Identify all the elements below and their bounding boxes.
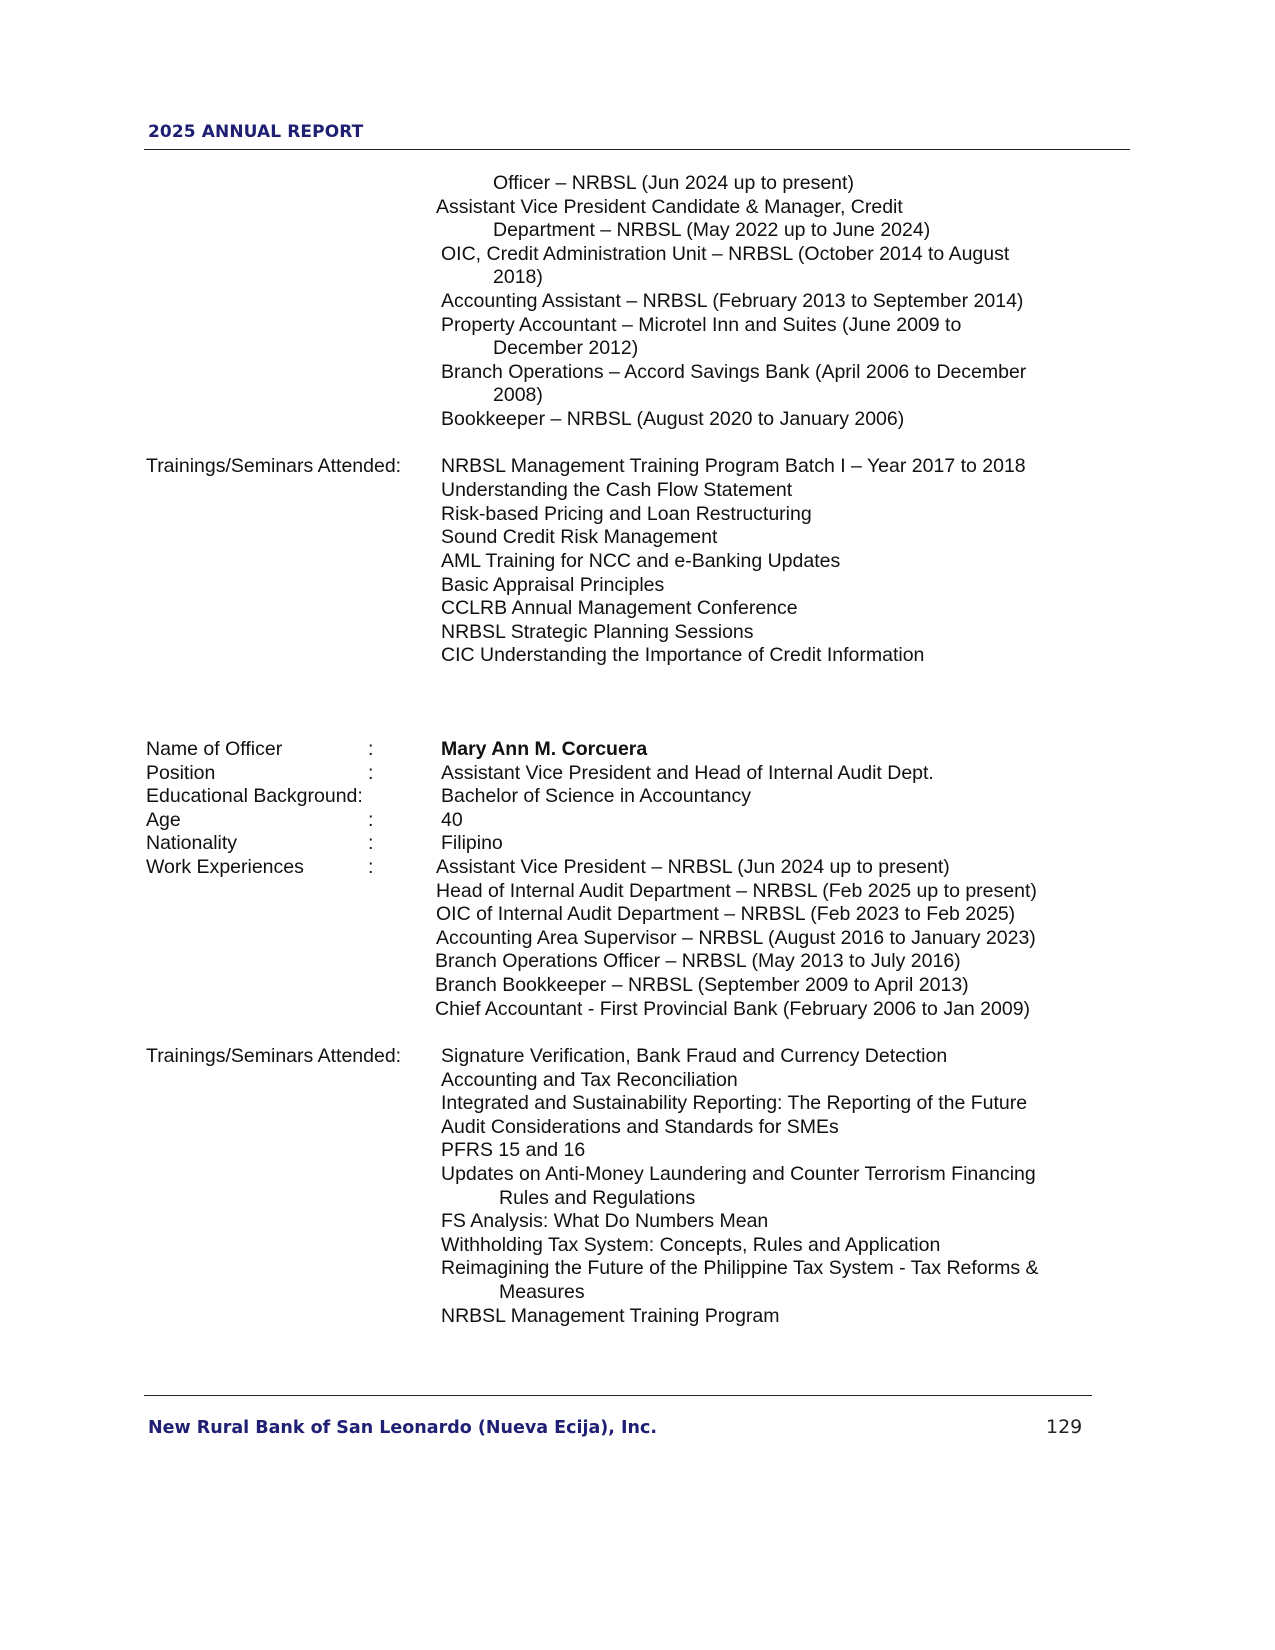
training-item: FS Analysis: What Do Numbers Mean (441, 1210, 769, 1232)
footer-bank-name: New Rural Bank of San Leonardo (Nueva Ecija), Inc. (148, 1418, 657, 1438)
officer-nationality: Filipino (441, 832, 503, 854)
header-rule (144, 149, 1130, 150)
work-line: OIC of Internal Audit Department – NRBSL (Feb 2023 to Feb 2025) (436, 903, 1016, 925)
training-item: Measures (499, 1281, 585, 1303)
work-line: Branch Operations – Accord Savings Bank (April 2006 to December (441, 361, 1027, 383)
training-item: Understanding the Cash Flow Statement (441, 479, 793, 501)
training-item: Basic Appraisal Principles (441, 574, 665, 596)
training-item: AML Training for NCC and e-Banking Updates (441, 550, 841, 572)
work-line: Department – NRBSL (May 2022 up to June 2024) (493, 219, 931, 241)
work-line: Accounting Area Supervisor – NRBSL (August 2016 to January 2023) (436, 927, 1036, 949)
work-line: OIC, Credit Administration Unit – NRBSL (October 2014 to August (441, 243, 1010, 265)
work-line: Property Accountant – Microtel Inn and Suites (June 2009 to (441, 314, 962, 336)
work-line: 2018) (493, 266, 543, 288)
officer-name: Mary Ann M. Corcuera (441, 738, 648, 760)
label-name: Name of Officer (146, 738, 283, 760)
work-line: Branch Bookkeeper – NRBSL (September 2009 to April 2013) (435, 974, 969, 996)
footer-rule (144, 1395, 1092, 1396)
label-work: Work Experiences (146, 856, 304, 878)
training-item: Sound Credit Risk Management (441, 526, 718, 548)
training-item: CCLRB Annual Management Conference (441, 597, 798, 619)
training-item: NRBSL Management Training Program Batch I – Year 2017 to 2018 (441, 455, 1026, 477)
page-number: 129 (1046, 1416, 1083, 1438)
colon: : (368, 809, 374, 831)
training-item: NRBSL Strategic Planning Sessions (441, 621, 754, 643)
trainings-label: Trainings/Seminars Attended: (146, 1045, 402, 1067)
work-line: Assistant Vice President – NRBSL (Jun 2024 up to present) (436, 856, 950, 878)
colon: : (368, 762, 374, 784)
training-item: CIC Understanding the Importance of Credit Information (441, 644, 925, 666)
training-item: Rules and Regulations (499, 1187, 696, 1209)
work-line: Bookkeeper – NRBSL (August 2020 to January 2006) (441, 408, 905, 430)
officer-education: Bachelor of Science in Accountancy (441, 785, 752, 807)
work-line: Branch Operations Officer – NRBSL (May 2013 to July 2016) (435, 950, 961, 972)
training-item: Updates on Anti-Money Laundering and Counter Terrorism Financing (441, 1163, 1036, 1185)
label-age: Age (146, 809, 181, 831)
colon: : (368, 832, 374, 854)
colon: : (368, 856, 374, 878)
work-line: Accounting Assistant – NRBSL (February 2013 to September 2014) (441, 290, 1024, 312)
work-line: Officer – NRBSL (Jun 2024 up to present) (493, 172, 854, 194)
label-nationality: Nationality (146, 832, 238, 854)
training-item: Risk-based Pricing and Loan Restructuring (441, 503, 812, 525)
work-line: December 2012) (493, 337, 639, 359)
work-line: Assistant Vice President Candidate & Manager, Credit (436, 196, 903, 218)
officer-position: Assistant Vice President and Head of Internal Audit Dept. (441, 762, 934, 784)
trainings-label: Trainings/Seminars Attended: (146, 455, 402, 477)
label-position: Position (146, 762, 216, 784)
training-item: Integrated and Sustainability Reporting: The Reporting of the Future (441, 1092, 1028, 1114)
training-item: Reimagining the Future of the Philippine Tax System - Tax Reforms & (441, 1257, 1039, 1279)
colon: : (368, 738, 374, 760)
training-item: Withholding Tax System: Concepts, Rules and Application (441, 1234, 941, 1256)
training-item: Accounting and Tax Reconciliation (441, 1069, 738, 1091)
training-item: NRBSL Management Training Program (441, 1305, 780, 1327)
work-line: Head of Internal Audit Department – NRBSL (Feb 2025 up to present) (436, 880, 1037, 902)
training-item: Signature Verification, Bank Fraud and Currency Detection (441, 1045, 948, 1067)
training-item: Audit Considerations and Standards for SMEs (441, 1116, 839, 1138)
work-line: 2008) (493, 384, 543, 406)
label-education: Educational Background: (146, 785, 363, 807)
officer-age: 40 (441, 809, 463, 831)
training-item: PFRS 15 and 16 (441, 1139, 586, 1161)
report-header-title: 2025 ANNUAL REPORT (148, 122, 364, 142)
work-line: Chief Accountant - First Provincial Bank (February 2006 to Jan 2009) (435, 998, 1031, 1020)
